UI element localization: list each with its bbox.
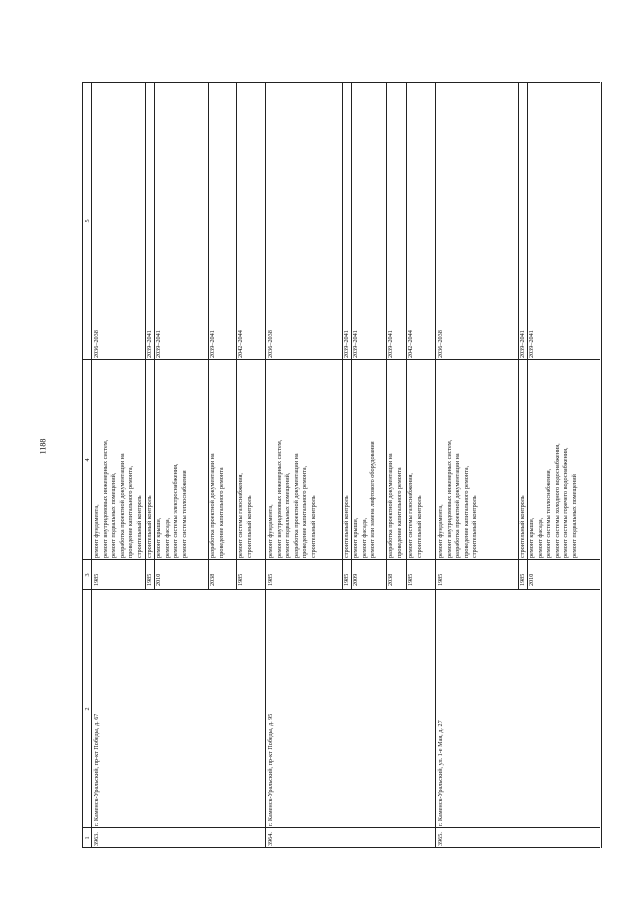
header-col-4: 4 [84, 458, 91, 462]
period: 2039–2041 [519, 330, 526, 358]
column-rule [82, 359, 600, 360]
build-year: 2038 [209, 573, 216, 586]
work-line: ремонт системы газоснабжения, [407, 473, 414, 558]
work-line: ремонт внутридомовых инженерных систем, [101, 439, 109, 558]
work-line: ремонт внутридомовых инженерных систем, [445, 439, 453, 558]
rotated-table-sheet [82, 82, 600, 848]
work-line: строительный контроль [415, 495, 423, 558]
work-line: ремонт системы теплоснабжения, [545, 468, 553, 558]
period: 2039–2041 [387, 330, 394, 358]
work-line: ремонт крыши, [352, 517, 359, 558]
work-line: ремонт фасада, [536, 517, 544, 558]
work-line: ремонт внутридомовых инженерных систем, [275, 439, 283, 558]
header-col-3: 3 [84, 573, 91, 577]
work-line: ремонт системы теплоснабжения [180, 470, 188, 558]
work-line: разработка проектной документации на [387, 453, 394, 558]
work-line: проведение капитального ремонта [395, 467, 403, 558]
work-line: ремонт фасада, [360, 517, 368, 558]
work-line: ремонт фундамента, [93, 504, 100, 558]
table-row [435, 82, 602, 848]
period: 2039–2041 [209, 330, 216, 358]
header-col-5: 5 [84, 219, 91, 223]
build-year: 2009 [352, 573, 359, 586]
period: 2039–2041 [146, 330, 153, 358]
work-line: проведение капитального ремонта, [301, 465, 309, 558]
period: 2039–2041 [155, 330, 162, 358]
work-line: разработка проектной документации на [292, 453, 300, 558]
column-rule [82, 559, 600, 560]
page-number: 1188 [38, 438, 48, 455]
work-line: ремонт подвальных помещений, [284, 472, 292, 558]
period: 2036–2038 [93, 330, 100, 358]
build-year: 2010 [155, 573, 162, 586]
work-line: ремонт подвальных помещений [571, 474, 578, 558]
work-line: ремонт крыши, [155, 517, 162, 558]
period: 2036–2038 [437, 330, 444, 358]
build-year: 1985 [237, 573, 244, 586]
record-address: г. Каменск-Уральский, пр-кт Победы, д. 67 [93, 713, 100, 826]
program-table [82, 82, 600, 848]
work-line: проведение капитального ремонта, [462, 465, 470, 558]
work-line: строительный контроль [136, 495, 143, 558]
period: 2042–2044 [407, 330, 414, 358]
build-year: 2010 [528, 573, 535, 586]
work-line: разработка проектной документации на [118, 453, 126, 558]
column-rule [82, 827, 600, 828]
work-line: строительный контроль [519, 495, 526, 558]
period: 2039–2041 [352, 330, 359, 358]
work-line: ремонт или замена лифтового оборудования [369, 441, 377, 558]
work-line: разработка проектной документации на [209, 453, 216, 558]
build-year: 2038 [387, 573, 394, 586]
work-line: ремонт системы горячего водоснабжения, [562, 447, 570, 558]
work-line: разработка проектной документации на [454, 453, 462, 558]
table-row [91, 82, 266, 848]
work-line: ремонт крыши, [528, 517, 535, 558]
work-line: строительный контроль [146, 495, 153, 558]
column-rule [82, 847, 600, 848]
build-year: 1985 [343, 573, 350, 586]
work-line: ремонт подвальных помещений, [110, 472, 118, 558]
work-line: ремонт фасада, [163, 517, 171, 558]
work-line: проведение капитального ремонта [217, 467, 225, 558]
record-address: г. Каменск-Уральский, ул. 1-е Мая, д. 27 [437, 720, 444, 826]
record-number: 3963. [93, 832, 100, 846]
work-line: ремонт фундамента, [437, 504, 444, 558]
work-line: строительный контроль [471, 495, 479, 558]
work-line: проведение капитального ремонта, [127, 465, 135, 558]
record-number: 3964. [267, 832, 274, 846]
header-col-2: 2 [84, 707, 91, 711]
build-year: 1985 [146, 573, 153, 586]
work-line: ремонт системы газоснабжения, [237, 473, 244, 558]
period: 2039–2041 [528, 330, 535, 358]
column-rule [82, 82, 600, 83]
period: 2036–2038 [267, 330, 274, 358]
work-line: строительный контроль [310, 495, 317, 558]
build-year: 1985 [519, 573, 526, 586]
record-number: 3965. [437, 832, 444, 846]
record-address: г. Каменск-Уральский, пр-кт Победы, д. 95 [267, 713, 274, 826]
work-line: ремонт системы электроснабжения, [172, 463, 180, 558]
work-line: строительный контроль [245, 495, 253, 558]
table-row [265, 82, 436, 848]
build-year: 1985 [93, 573, 100, 586]
period: 2042–2044 [237, 330, 244, 358]
work-line: ремонт фундамента, [267, 504, 274, 558]
build-year: 1985 [267, 573, 274, 586]
work-line: строительный контроль [343, 495, 350, 558]
header-col-1: 1 [84, 836, 91, 840]
work-line: ремонт системы холодного водоснабжения, [553, 443, 561, 558]
build-year: 1985 [407, 573, 414, 586]
build-year: 1985 [437, 573, 444, 586]
period: 2039–2041 [343, 330, 350, 358]
column-rule [82, 589, 600, 590]
